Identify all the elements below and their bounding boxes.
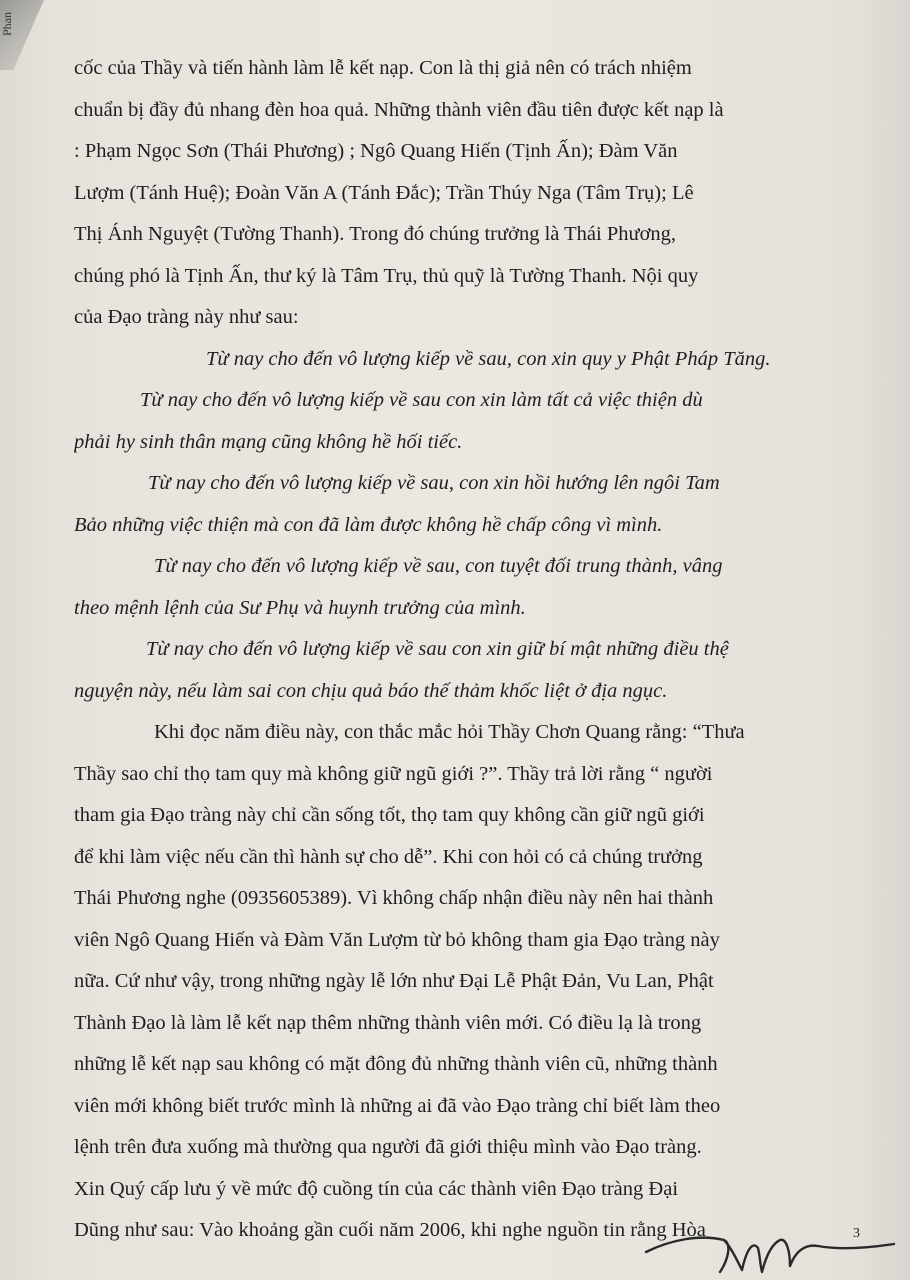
text-line: Từ nay cho đến vô lượng kiếp về sau, con xin quy y Phật Pháp Tăng. — [206, 347, 771, 370]
signature-mark — [640, 1200, 900, 1280]
text-line: chúng phó là Tịnh Ấn, thư ký là Tâm Trụ, thủ quỹ là Tường Thanh. Nội quy — [74, 264, 699, 287]
text-line: Thầy sao chỉ thọ tam quy mà không giữ ngũ giới ?”. Thầy trả lời rằng “ người — [74, 762, 713, 785]
page-number: 3 — [853, 1226, 860, 1241]
text-line: nguyện này, nếu làm sai con chịu quả báo thế thảm khốc liệt ở địa ngục. — [74, 679, 668, 702]
text-line: viên mới không biết trước mình là những ai đã vào Đạo tràng chỉ biết làm theo — [74, 1094, 721, 1117]
text-line: cốc của Thầy và tiến hành làm lễ kết nạp. Con là thị giả nên có trách nhiệm — [74, 57, 692, 79]
vow-4 — [74, 546, 854, 629]
text-line: để khi làm việc nếu cần thì hành sự cho dễ”. Khi con hỏi có cả chúng trưởng — [74, 845, 703, 868]
text-line: Thành Đạo là làm lễ kết nạp thêm những thành viên mới. Có điều lạ là trong — [74, 1011, 702, 1034]
text-line: của Đạo tràng này như sau: — [74, 306, 299, 328]
text-line: Thái Phương nghe (0935605389). Vì không chấp nhận điều này nên hai thành — [74, 887, 714, 909]
text-line: Thị Ánh Nguyệt (Tường Thanh). Trong đó chúng trưởng là Thái Phương, — [74, 223, 677, 245]
text-line: Dũng như sau: Vào khoảng gần cuối năm 2006, khi nghe nguồn tin rằng Hòa — [74, 1219, 706, 1241]
vow-2 — [74, 380, 854, 463]
text-line: Xin Quý cấp lưu ý về mức độ cuồng tín của các thành viên Đạo tràng Đại — [74, 1177, 679, 1200]
vow-1 — [74, 339, 854, 381]
text-line: Từ nay cho đến vô lượng kiếp về sau, con tuyệt đối trung thành, vâng — [154, 555, 723, 577]
text-line: phải hy sinh thân mạng cũng không hề hối tiếc. — [74, 430, 463, 453]
text-line: theo mệnh lệnh của Sư Phụ và huynh trưởng của mình. — [74, 596, 526, 619]
text-line: nữa. Cứ như vậy, trong những ngày lễ lớn như Đại Lễ Phật Đản, Vu Lan, Phật — [74, 970, 714, 992]
text-line: Bảo những việc thiện mà con đã làm được không hề chấp công vì mình. — [74, 513, 663, 536]
text-line: Khi đọc năm điều này, con thắc mắc hỏi Thầy Chơn Quang rằng: “Thưa — [154, 721, 745, 743]
corner-label: Phan — [0, 12, 14, 36]
text-line: Từ nay cho đến vô lượng kiếp về sau con xin giữ bí mật những điều thệ — [146, 638, 729, 660]
text-line: Từ nay cho đến vô lượng kiếp về sau, con xin hồi hướng lên ngôi Tam — [148, 472, 720, 494]
paragraph-2 — [74, 712, 854, 1252]
text-line: tham gia Đạo tràng này chỉ cần sống tốt, thọ tam quy không cần giữ ngũ giới — [74, 804, 705, 826]
text-line: những lễ kết nạp sau không có mặt đông đủ những thành viên cũ, những thành — [74, 1053, 718, 1075]
text-line: Từ nay cho đến vô lượng kiếp về sau con xin làm tất cả việc thiện dù — [140, 389, 703, 411]
text-line: : Phạm Ngọc Sơn (Thái Phương) ; Ngô Quang Hiến (Tịnh Ấn); Đàm Văn — [74, 140, 678, 162]
text-line: viên Ngô Quang Hiến và Đàm Văn Lượm từ bỏ không tham gia Đạo tràng này — [74, 928, 720, 951]
text-line: lệnh trên đưa xuống mà thường qua người đã giới thiệu mình vào Đạo tràng. — [74, 1136, 702, 1158]
document-body — [74, 48, 854, 1252]
text-line: Lượm (Tánh Huệ); Đoàn Văn A (Tánh Đắc); Trần Thúy Nga (Tâm Trụ); Lê — [74, 181, 694, 204]
paragraph-1 — [74, 48, 854, 339]
vow-3 — [74, 463, 854, 546]
vow-5 — [74, 629, 854, 712]
text-line: chuẩn bị đầy đủ nhang đèn hoa quả. Những thành viên đầu tiên được kết nạp là — [74, 98, 724, 121]
